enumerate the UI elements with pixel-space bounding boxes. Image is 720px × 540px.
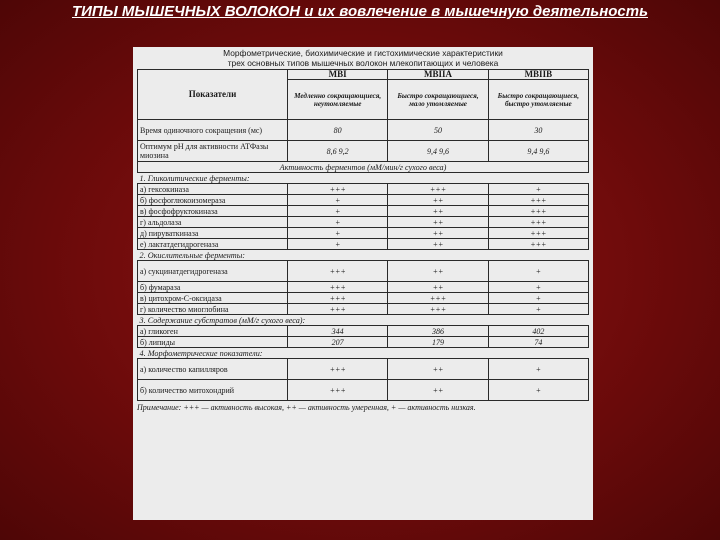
cell-value: 207 xyxy=(288,337,388,348)
section-label: 4. Морфометрические показатели: xyxy=(138,348,589,359)
table-note: Примечание: +++ — активность высокая, ++ — активность умеренная, + — активность низкая. xyxy=(137,403,476,412)
section-label: 1. Гликолитические ферменты: xyxy=(138,173,589,184)
fiber-types-table xyxy=(137,69,589,401)
cell-value: ++ xyxy=(388,217,488,228)
cell-value: +++ xyxy=(488,239,588,250)
section-label: 2. Окислительные ферменты: xyxy=(138,250,589,261)
table-row xyxy=(138,206,589,217)
table-row xyxy=(138,217,589,228)
table-row xyxy=(138,282,589,293)
cell-value: +++ xyxy=(388,293,488,304)
table-row xyxy=(138,304,589,315)
table-row xyxy=(138,228,589,239)
section-label: 3. Содержание субстратов (мМ/г сухого веса): xyxy=(138,315,589,326)
cell-value: 74 xyxy=(488,337,588,348)
row-label: б) липиды xyxy=(138,337,288,348)
activity-units-row xyxy=(138,162,589,173)
cell-value: ++ xyxy=(388,228,488,239)
table-row xyxy=(138,359,589,380)
col-header-mv2b: МВIIB xyxy=(488,70,588,80)
cell-value: ++ xyxy=(388,282,488,293)
cell-value: +++ xyxy=(488,195,588,206)
col-header-mv2a: МВIIA xyxy=(388,70,488,80)
cell-value: + xyxy=(288,206,388,217)
col-header-mv1: МВI xyxy=(288,70,388,80)
cell-value: +++ xyxy=(488,206,588,217)
cell-value: +++ xyxy=(388,184,488,195)
cell-value: 179 xyxy=(388,337,488,348)
cell-value: + xyxy=(488,261,588,282)
caption-line-2: трех основных типов мышечных волокон млекопитающих и человека xyxy=(227,58,499,68)
slide-title: ТИПЫ МЫШЕЧНЫХ ВОЛОКОН и их вовлечение в мышечную деятельность xyxy=(71,3,649,20)
cell-value: 9,4 9,6 xyxy=(388,141,488,162)
row-label: б) фумараза xyxy=(138,282,288,293)
cell-value: ++ xyxy=(388,261,488,282)
cell-value: +++ xyxy=(288,359,388,380)
table-row xyxy=(138,326,589,337)
cell-value: + xyxy=(288,217,388,228)
table-row xyxy=(138,120,589,141)
table-row xyxy=(138,261,589,282)
cell-value: + xyxy=(288,195,388,206)
cell-value: +++ xyxy=(488,217,588,228)
cell-value: +++ xyxy=(288,261,388,282)
cell-value: 344 xyxy=(288,326,388,337)
caption-line-1: Морфометрические, биохимические и гистохимические характеристики xyxy=(223,48,503,58)
row-label: б) количество митохондрий xyxy=(138,380,288,401)
cell-value: + xyxy=(288,228,388,239)
table-row xyxy=(138,293,589,304)
cell-value: + xyxy=(488,380,588,401)
row-label: Время одиночного сокращения (мс) xyxy=(138,120,288,141)
cell-value: 9,4 9,6 xyxy=(488,141,588,162)
col-subtitle-mv2a: Быстро сокращающиеся, мало утомляемые xyxy=(388,80,488,120)
row-label: г) альдолаза xyxy=(138,217,288,228)
table-body xyxy=(138,120,589,401)
cell-value: + xyxy=(288,239,388,250)
activity-units-label: Активность ферментов (мМ/мин/г сухого веса) xyxy=(138,162,589,173)
cell-value: + xyxy=(488,184,588,195)
row-label: Оптимум рН для активности АТФазы миозина xyxy=(138,141,288,162)
table-caption xyxy=(137,48,589,68)
cell-value: 386 xyxy=(388,326,488,337)
cell-value: 80 xyxy=(288,120,388,141)
cell-value: 50 xyxy=(388,120,488,141)
param-header: Показатели xyxy=(138,70,288,120)
table-row xyxy=(138,239,589,250)
cell-value: +++ xyxy=(488,228,588,239)
section-row xyxy=(138,348,589,359)
table-row xyxy=(138,380,589,401)
cell-value: + xyxy=(488,293,588,304)
cell-value: ++ xyxy=(388,195,488,206)
cell-value: +++ xyxy=(288,282,388,293)
table-row xyxy=(138,141,589,162)
row-label: в) цитохром-С-оксидаза xyxy=(138,293,288,304)
cell-value: +++ xyxy=(288,184,388,195)
section-row xyxy=(138,173,589,184)
cell-value: 8,6 9,2 xyxy=(288,141,388,162)
row-label: б) фосфоглюкоизомераза xyxy=(138,195,288,206)
col-subtitle-mv1: Медленно сокращающиеся, неутомляемые xyxy=(288,80,388,120)
cell-value: +++ xyxy=(288,380,388,401)
cell-value: 30 xyxy=(488,120,588,141)
row-label: а) гексокиназа xyxy=(138,184,288,195)
cell-value: ++ xyxy=(388,380,488,401)
column-name-row xyxy=(138,70,589,80)
table-row xyxy=(138,184,589,195)
row-label: г) количество миоглобина xyxy=(138,304,288,315)
row-label: а) количество капилляров xyxy=(138,359,288,380)
section-row xyxy=(138,315,589,326)
row-label: д) пируваткиназа xyxy=(138,228,288,239)
table-row xyxy=(138,195,589,206)
cell-value: + xyxy=(488,304,588,315)
cell-value: + xyxy=(488,359,588,380)
section-row xyxy=(138,250,589,261)
cell-value: 402 xyxy=(488,326,588,337)
row-label: в) фосфофруктокиназа xyxy=(138,206,288,217)
cell-value: ++ xyxy=(388,359,488,380)
cell-value: ++ xyxy=(388,206,488,217)
scanned-table-image xyxy=(133,47,593,520)
row-label: а) гликоген xyxy=(138,326,288,337)
cell-value: +++ xyxy=(288,293,388,304)
row-label: а) сукцинатдегидрогеназа xyxy=(138,261,288,282)
row-label: е) лактатдегидрогеназа xyxy=(138,239,288,250)
cell-value: +++ xyxy=(288,304,388,315)
cell-value: + xyxy=(488,282,588,293)
col-subtitle-mv2b: Быстро сокращающиеся, быстро утомляемые xyxy=(488,80,588,120)
cell-value: +++ xyxy=(388,304,488,315)
cell-value: ++ xyxy=(388,239,488,250)
table-row xyxy=(138,337,589,348)
